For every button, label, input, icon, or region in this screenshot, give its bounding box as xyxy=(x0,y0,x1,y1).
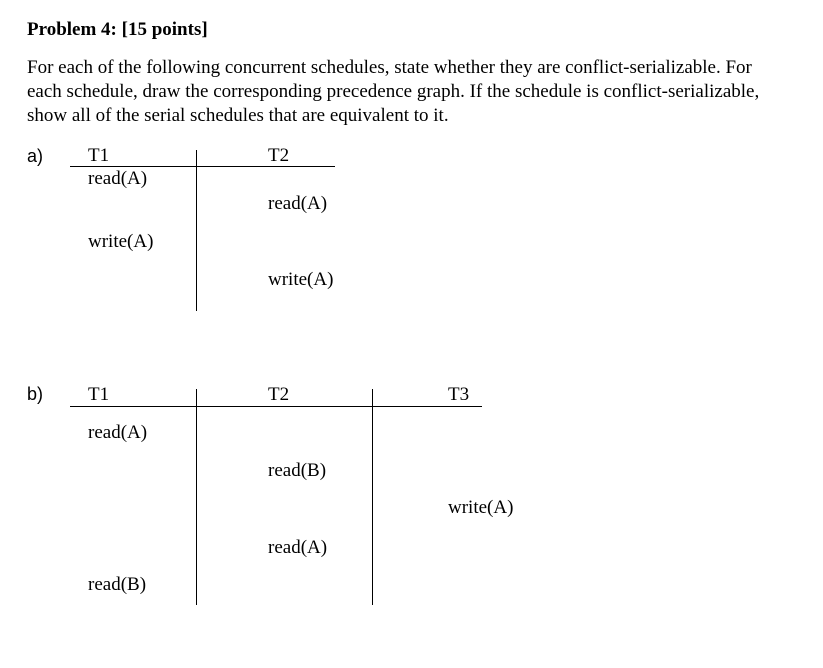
schedule-a-op: write(A) xyxy=(268,269,334,290)
schedule-a-column-divider xyxy=(196,150,197,311)
schedule-b-op: read(B) xyxy=(268,460,327,481)
schedule-b-op: read(A) xyxy=(88,422,148,443)
schedule-b-op: read(B) xyxy=(88,574,147,595)
schedule-a-header-t2: T2 xyxy=(268,145,290,166)
schedule-b-label: b) xyxy=(27,384,44,404)
schedule-b-op: read(A) xyxy=(268,537,328,558)
schedule-b-column-divider-1 xyxy=(196,389,197,605)
schedule-b-op: write(A) xyxy=(448,497,514,518)
schedule-b-header-t3: T3 xyxy=(448,384,470,405)
schedule-a-op: write(A) xyxy=(88,231,154,252)
instruction-line: each schedule, draw the corresponding precedence graph. If the schedule is conflict-serializable, xyxy=(27,81,760,102)
instruction-line: For each of the following concurrent schedules, state whether they are conflict-serializable. For xyxy=(27,57,752,78)
schedule-b-header-rule xyxy=(70,406,482,407)
problem-instructions xyxy=(27,56,807,128)
schedule-b-column-divider-2 xyxy=(372,389,373,605)
schedule-a-header-rule xyxy=(70,166,335,167)
schedule-a-label: a) xyxy=(27,146,44,166)
instruction-line: show all of the serial schedules that are equivalent to it. xyxy=(27,105,449,126)
schedule-a-op: read(A) xyxy=(88,168,148,189)
schedule-a-op: read(A) xyxy=(268,193,328,214)
problem-title: Problem 4: [15 points] xyxy=(27,19,208,40)
schedule-a-header-t1: T1 xyxy=(88,145,110,166)
schedule-b-header-t1: T1 xyxy=(88,384,110,405)
schedule-b-header-t2: T2 xyxy=(268,384,290,405)
